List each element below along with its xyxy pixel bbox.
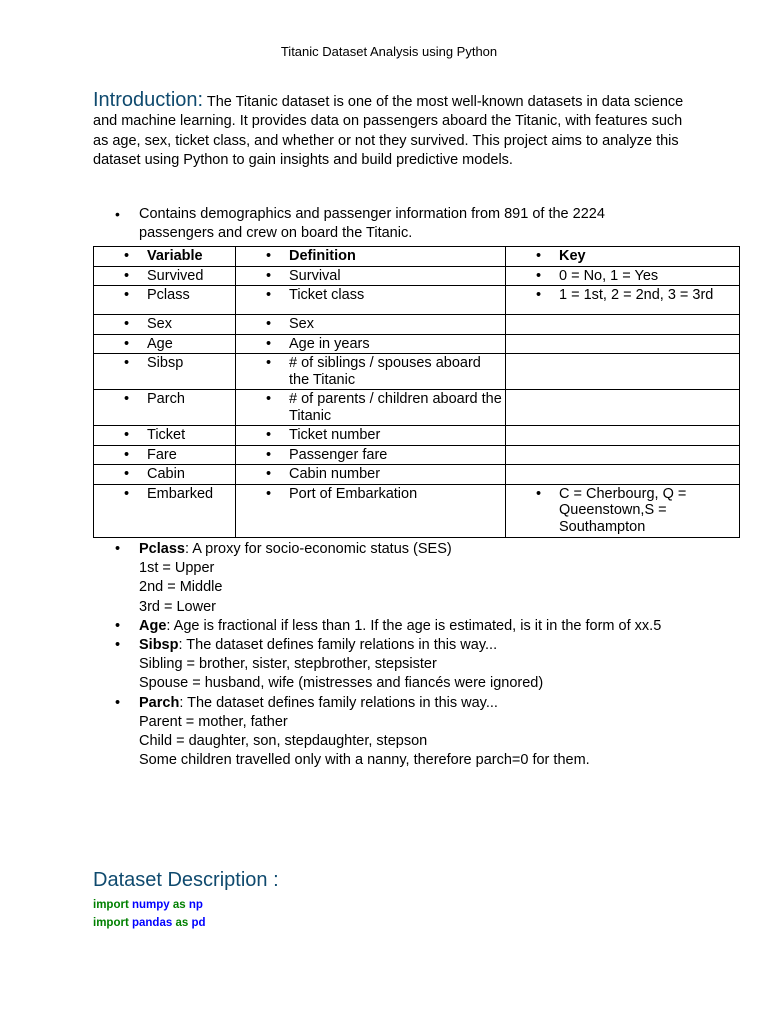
note-term: Age (139, 617, 167, 634)
demographics-bullet (93, 205, 693, 243)
bullet-icon: • (115, 694, 121, 711)
cell-key-empty (506, 445, 740, 465)
note-parch (93, 694, 693, 771)
cell-variable: Fare (147, 446, 177, 463)
note-age (93, 617, 693, 636)
code-keyword: as (172, 899, 186, 911)
cell-definition: Ticket number (289, 427, 381, 443)
note-sibsp (93, 636, 693, 694)
cell-definition: Age in years (289, 335, 370, 352)
introduction-paragraph (93, 91, 693, 170)
cell-key: 0 = No, 1 = Yes (559, 267, 659, 284)
bullet-icon: • (536, 248, 542, 264)
note-line: Spouse = husband, wife (mistresses and fiancés were ignored) (139, 675, 544, 692)
bullet-icon: • (115, 637, 121, 654)
table-row: • Embarked • Port of Embarkation • C = Cherbourg, Q = Queenstown,S = Southampton (94, 484, 740, 538)
cell-key-empty (506, 334, 740, 354)
cell-variable: Sex (147, 316, 172, 332)
note-desc: : The dataset defines family relations in this way... (179, 694, 498, 711)
note-line: Some children travelled only with a nanny, therefore parch=0 for them. (139, 752, 590, 769)
code-keyword: as (175, 917, 189, 929)
cell-definition: # of siblings / spouses aboard the Titanic (289, 355, 481, 388)
table-row: • Sibsp • # of siblings / spouses aboard the Titanic (94, 354, 740, 390)
cell-variable: Parch (147, 391, 185, 407)
code-module: pandas (131, 917, 173, 929)
table-row: • Ticket • Ticket number (94, 426, 740, 446)
note-line: Child = daughter, son, stepdaughter, stepson (139, 733, 428, 750)
table-header-row (94, 247, 740, 267)
code-block (93, 896, 693, 932)
cell-definition: Port of Embarkation (289, 485, 418, 502)
table-row: • Parch • # of parents / children aboard the Titanic (94, 390, 740, 426)
code-line (93, 914, 693, 932)
cell-definition: Ticket class (289, 287, 365, 303)
column-header-key: Key (559, 248, 586, 264)
table-row: • Fare • Passenger fare (94, 445, 740, 465)
cell-key-empty (506, 354, 740, 390)
code-alias: pd (191, 917, 206, 929)
cell-variable: Cabin (147, 466, 185, 482)
cell-definition: Passenger fare (289, 446, 388, 463)
bullet-icon: • (266, 248, 272, 264)
note-term: Pclass (139, 541, 185, 557)
code-alias: np (188, 899, 203, 911)
cell-key-empty (506, 465, 740, 485)
note-term: Sibsp (139, 637, 179, 654)
bullet-icon: • (124, 248, 130, 264)
cell-variable: Sibsp (147, 355, 184, 371)
demographics-line-2: passengers and crew on board the Titanic. (139, 225, 413, 241)
bullet-icon: • (115, 206, 120, 222)
cell-variable: Embarked (147, 485, 214, 502)
cell-definition: Survival (289, 267, 341, 284)
bullet-icon: • (115, 541, 121, 557)
introduction-heading: Introduction: (93, 89, 204, 111)
cell-key-empty (506, 315, 740, 335)
note-pclass (93, 540, 693, 617)
table-row: • Pclass • Ticket class • 1 = 1st, 2 = 2nd, 3 = 3rd (94, 286, 740, 315)
code-keyword: import (93, 917, 129, 929)
cell-key: 1 = 1st, 2 = 2nd, 3 = 3rd (559, 287, 714, 303)
document-header: Titanic Dataset Analysis using Python (280, 44, 498, 59)
cell-definition: Cabin number (289, 466, 381, 482)
cell-key-empty (506, 426, 740, 446)
note-desc: : A proxy for socio-economic status (SES) (184, 541, 452, 557)
cell-definition: # of parents / children aboard the Titanic (289, 391, 502, 424)
note-desc: : The dataset defines family relations in this way... (178, 637, 498, 654)
note-line: Parent = mother, father (139, 713, 288, 730)
note-line: 3rd = Lower (139, 598, 216, 615)
variables-table (93, 246, 740, 538)
cell-variable: Age (147, 335, 173, 352)
note-term: Parch (139, 694, 180, 711)
table-row: • Cabin • Cabin number (94, 465, 740, 485)
code-keyword: import (93, 899, 129, 911)
cell-variable: Survived (147, 267, 204, 284)
cell-key: C = Cherbourg, Q = Queenstown,S = Southampton (559, 485, 687, 535)
note-line: Sibling = brother, sister, stepbrother, stepsister (139, 656, 437, 673)
note-line: 1st = Upper (139, 560, 215, 577)
introduction-text: The Titanic dataset is one of the most well-known datasets in data science and machine learning. It provides data on passengers aboard the Titanic, with features such as age, sex, ticket class, and whether or not they survived. This project aims to analyze this dataset using Python to gain insights and build predictive models. (93, 94, 684, 168)
dataset-description-heading: Dataset Description : (93, 869, 279, 891)
note-line: 2nd = Middle (139, 579, 223, 596)
note-desc: : Age is fractional if less than 1. If the age is estimated, is it in the form of xx.5 (166, 617, 662, 634)
column-header-variable: Variable (147, 248, 203, 264)
table-row: • Sex • Sex (94, 315, 740, 335)
table-row: • Age • Age in years (94, 334, 740, 354)
dataset-description-section (93, 869, 693, 932)
table-row: • Survived • Survival • 0 = No, 1 = Yes (94, 266, 740, 286)
cell-key-empty (506, 390, 740, 426)
code-module: numpy (131, 899, 170, 911)
cell-variable: Ticket (147, 427, 186, 443)
cell-variable: Pclass (147, 287, 190, 303)
column-header-definition: Definition (289, 248, 356, 264)
cell-definition: Sex (289, 316, 314, 332)
bullet-icon: • (115, 617, 121, 634)
demographics-line-1: Contains demographics and passenger information from 891 of the 2224 (139, 206, 605, 222)
variable-notes-list (93, 540, 693, 770)
code-line (93, 896, 693, 914)
